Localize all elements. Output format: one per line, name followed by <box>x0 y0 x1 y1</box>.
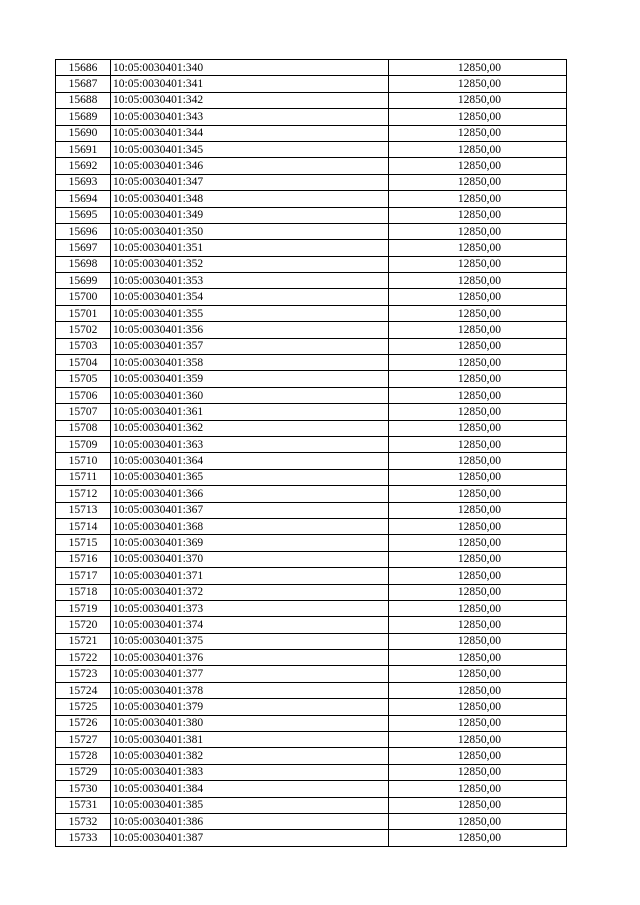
table-row <box>56 305 567 321</box>
row-number-cell: 15706 <box>56 387 111 403</box>
cadastral-number-cell: 10:05:0030401:375 <box>111 633 389 649</box>
amount-cell: 12850,00 <box>389 191 567 207</box>
row-number-cell: 15723 <box>56 666 111 682</box>
cadastral-number-cell: 10:05:0030401:355 <box>111 305 389 321</box>
table-row <box>56 404 567 420</box>
table-row <box>56 420 567 436</box>
table-row <box>56 125 567 141</box>
cadastral-number-cell: 10:05:0030401:363 <box>111 436 389 452</box>
table-row <box>56 568 567 584</box>
cadastral-number-cell: 10:05:0030401:370 <box>111 551 389 567</box>
row-number-cell: 15687 <box>56 76 111 92</box>
row-number-cell: 15727 <box>56 732 111 748</box>
amount-cell: 12850,00 <box>389 813 567 829</box>
amount-cell: 12850,00 <box>389 420 567 436</box>
table-row <box>56 764 567 780</box>
cadastral-number-cell: 10:05:0030401:372 <box>111 584 389 600</box>
amount-cell: 12850,00 <box>389 699 567 715</box>
cadastral-number-cell: 10:05:0030401:360 <box>111 387 389 403</box>
cadastral-number-cell: 10:05:0030401:364 <box>111 453 389 469</box>
row-number-cell: 15715 <box>56 535 111 551</box>
table-row <box>56 617 567 633</box>
table-row <box>56 76 567 92</box>
row-number-cell: 15695 <box>56 207 111 223</box>
row-number-cell: 15705 <box>56 371 111 387</box>
amount-cell: 12850,00 <box>389 764 567 780</box>
amount-cell: 12850,00 <box>389 125 567 141</box>
amount-cell: 12850,00 <box>389 502 567 518</box>
amount-cell: 12850,00 <box>389 322 567 338</box>
amount-cell: 12850,00 <box>389 682 567 698</box>
row-number-cell: 15696 <box>56 223 111 239</box>
cadastral-number-cell: 10:05:0030401:344 <box>111 125 389 141</box>
cadastral-number-cell: 10:05:0030401:341 <box>111 76 389 92</box>
row-number-cell: 15725 <box>56 699 111 715</box>
table-row <box>56 109 567 125</box>
cadastral-number-cell: 10:05:0030401:348 <box>111 191 389 207</box>
table-row <box>56 518 567 534</box>
amount-cell: 12850,00 <box>389 551 567 567</box>
cadastral-number-cell: 10:05:0030401:366 <box>111 486 389 502</box>
cadastral-number-cell: 10:05:0030401:382 <box>111 748 389 764</box>
amount-cell: 12850,00 <box>389 748 567 764</box>
amount-cell: 12850,00 <box>389 650 567 666</box>
table-row <box>56 158 567 174</box>
row-number-cell: 15701 <box>56 305 111 321</box>
row-number-cell: 15717 <box>56 568 111 584</box>
amount-cell: 12850,00 <box>389 92 567 108</box>
cadastral-number-cell: 10:05:0030401:361 <box>111 404 389 420</box>
amount-cell: 12850,00 <box>389 797 567 813</box>
amount-cell: 12850,00 <box>389 453 567 469</box>
amount-cell: 12850,00 <box>389 158 567 174</box>
table-row <box>56 191 567 207</box>
row-number-cell: 15702 <box>56 322 111 338</box>
table-row <box>56 551 567 567</box>
cadastral-number-cell: 10:05:0030401:385 <box>111 797 389 813</box>
row-number-cell: 15703 <box>56 338 111 354</box>
row-number-cell: 15704 <box>56 355 111 371</box>
amount-cell: 12850,00 <box>389 486 567 502</box>
row-number-cell: 15699 <box>56 273 111 289</box>
table-row <box>56 715 567 731</box>
cadastral-number-cell: 10:05:0030401:347 <box>111 174 389 190</box>
amount-cell: 12850,00 <box>389 404 567 420</box>
row-number-cell: 15692 <box>56 158 111 174</box>
row-number-cell: 15707 <box>56 404 111 420</box>
cadastral-number-cell: 10:05:0030401:340 <box>111 60 389 76</box>
row-number-cell: 15711 <box>56 469 111 485</box>
cadastral-number-cell: 10:05:0030401:357 <box>111 338 389 354</box>
amount-cell: 12850,00 <box>389 469 567 485</box>
table-row <box>56 322 567 338</box>
table-body <box>56 60 567 847</box>
cadastral-number-cell: 10:05:0030401:383 <box>111 764 389 780</box>
table-row <box>56 240 567 256</box>
cadastral-number-cell: 10:05:0030401:342 <box>111 92 389 108</box>
amount-cell: 12850,00 <box>389 256 567 272</box>
cadastral-number-cell: 10:05:0030401:349 <box>111 207 389 223</box>
cadastral-number-cell: 10:05:0030401:367 <box>111 502 389 518</box>
table-row <box>56 436 567 452</box>
cadastral-number-cell: 10:05:0030401:354 <box>111 289 389 305</box>
row-number-cell: 15730 <box>56 781 111 797</box>
table-row <box>56 60 567 76</box>
table-row <box>56 223 567 239</box>
amount-cell: 12850,00 <box>389 781 567 797</box>
cadastral-number-cell: 10:05:0030401:373 <box>111 600 389 616</box>
table-row <box>56 289 567 305</box>
cadastral-number-cell: 10:05:0030401:387 <box>111 830 389 846</box>
table-row <box>56 666 567 682</box>
table-row <box>56 207 567 223</box>
table-row <box>56 174 567 190</box>
amount-cell: 12850,00 <box>389 355 567 371</box>
cadastral-number-cell: 10:05:0030401:369 <box>111 535 389 551</box>
amount-cell: 12850,00 <box>389 240 567 256</box>
amount-cell: 12850,00 <box>389 732 567 748</box>
cadastral-number-cell: 10:05:0030401:362 <box>111 420 389 436</box>
cadastral-number-cell: 10:05:0030401:345 <box>111 141 389 157</box>
amount-cell: 12850,00 <box>389 223 567 239</box>
row-number-cell: 15689 <box>56 109 111 125</box>
row-number-cell: 15731 <box>56 797 111 813</box>
amount-cell: 12850,00 <box>389 436 567 452</box>
cadastral-number-cell: 10:05:0030401:346 <box>111 158 389 174</box>
table-row <box>56 502 567 518</box>
row-number-cell: 15713 <box>56 502 111 518</box>
table-row <box>56 273 567 289</box>
cadastral-number-cell: 10:05:0030401:365 <box>111 469 389 485</box>
amount-cell: 12850,00 <box>389 568 567 584</box>
row-number-cell: 15732 <box>56 813 111 829</box>
row-number-cell: 15698 <box>56 256 111 272</box>
table-row <box>56 813 567 829</box>
row-number-cell: 15729 <box>56 764 111 780</box>
cadastral-number-cell: 10:05:0030401:379 <box>111 699 389 715</box>
parcel-table <box>55 59 567 847</box>
cadastral-number-cell: 10:05:0030401:343 <box>111 109 389 125</box>
cadastral-number-cell: 10:05:0030401:378 <box>111 682 389 698</box>
table-row <box>56 256 567 272</box>
cadastral-number-cell: 10:05:0030401:386 <box>111 813 389 829</box>
table-row <box>56 600 567 616</box>
row-number-cell: 15716 <box>56 551 111 567</box>
cadastral-number-cell: 10:05:0030401:381 <box>111 732 389 748</box>
cadastral-number-cell: 10:05:0030401:377 <box>111 666 389 682</box>
amount-cell: 12850,00 <box>389 76 567 92</box>
amount-cell: 12850,00 <box>389 371 567 387</box>
row-number-cell: 15710 <box>56 453 111 469</box>
amount-cell: 12850,00 <box>389 715 567 731</box>
amount-cell: 12850,00 <box>389 207 567 223</box>
amount-cell: 12850,00 <box>389 584 567 600</box>
row-number-cell: 15694 <box>56 191 111 207</box>
row-number-cell: 15691 <box>56 141 111 157</box>
row-number-cell: 15719 <box>56 600 111 616</box>
cadastral-number-cell: 10:05:0030401:352 <box>111 256 389 272</box>
cadastral-number-cell: 10:05:0030401:358 <box>111 355 389 371</box>
table-row <box>56 371 567 387</box>
row-number-cell: 15712 <box>56 486 111 502</box>
amount-cell: 12850,00 <box>389 600 567 616</box>
table-row <box>56 682 567 698</box>
amount-cell: 12850,00 <box>389 60 567 76</box>
amount-cell: 12850,00 <box>389 141 567 157</box>
table-row <box>56 732 567 748</box>
table-row <box>56 781 567 797</box>
table-row <box>56 633 567 649</box>
table-row <box>56 141 567 157</box>
table-row <box>56 535 567 551</box>
amount-cell: 12850,00 <box>389 305 567 321</box>
row-number-cell: 15718 <box>56 584 111 600</box>
row-number-cell: 15728 <box>56 748 111 764</box>
table-row <box>56 650 567 666</box>
table-row <box>56 830 567 846</box>
table-row <box>56 387 567 403</box>
table-row <box>56 748 567 764</box>
table-row <box>56 486 567 502</box>
row-number-cell: 15714 <box>56 518 111 534</box>
amount-cell: 12850,00 <box>389 518 567 534</box>
row-number-cell: 15722 <box>56 650 111 666</box>
row-number-cell: 15720 <box>56 617 111 633</box>
row-number-cell: 15690 <box>56 125 111 141</box>
cadastral-number-cell: 10:05:0030401:374 <box>111 617 389 633</box>
amount-cell: 12850,00 <box>389 289 567 305</box>
table-row <box>56 338 567 354</box>
amount-cell: 12850,00 <box>389 109 567 125</box>
amount-cell: 12850,00 <box>389 666 567 682</box>
row-number-cell: 15709 <box>56 436 111 452</box>
cadastral-number-cell: 10:05:0030401:368 <box>111 518 389 534</box>
row-number-cell: 15688 <box>56 92 111 108</box>
cadastral-number-cell: 10:05:0030401:380 <box>111 715 389 731</box>
cadastral-number-cell: 10:05:0030401:353 <box>111 273 389 289</box>
cadastral-number-cell: 10:05:0030401:356 <box>111 322 389 338</box>
cadastral-number-cell: 10:05:0030401:371 <box>111 568 389 584</box>
row-number-cell: 15697 <box>56 240 111 256</box>
amount-cell: 12850,00 <box>389 273 567 289</box>
amount-cell: 12850,00 <box>389 633 567 649</box>
amount-cell: 12850,00 <box>389 535 567 551</box>
table-row <box>56 355 567 371</box>
table-row <box>56 469 567 485</box>
row-number-cell: 15724 <box>56 682 111 698</box>
cadastral-number-cell: 10:05:0030401:384 <box>111 781 389 797</box>
amount-cell: 12850,00 <box>389 174 567 190</box>
row-number-cell: 15708 <box>56 420 111 436</box>
row-number-cell: 15700 <box>56 289 111 305</box>
row-number-cell: 15733 <box>56 830 111 846</box>
table-row <box>56 584 567 600</box>
amount-cell: 12850,00 <box>389 387 567 403</box>
row-number-cell: 15686 <box>56 60 111 76</box>
row-number-cell: 15693 <box>56 174 111 190</box>
row-number-cell: 15721 <box>56 633 111 649</box>
cadastral-number-cell: 10:05:0030401:351 <box>111 240 389 256</box>
table-row <box>56 797 567 813</box>
cadastral-number-cell: 10:05:0030401:359 <box>111 371 389 387</box>
cadastral-number-cell: 10:05:0030401:376 <box>111 650 389 666</box>
amount-cell: 12850,00 <box>389 617 567 633</box>
amount-cell: 12850,00 <box>389 830 567 846</box>
cadastral-number-cell: 10:05:0030401:350 <box>111 223 389 239</box>
table-row <box>56 453 567 469</box>
table-row <box>56 699 567 715</box>
amount-cell: 12850,00 <box>389 338 567 354</box>
row-number-cell: 15726 <box>56 715 111 731</box>
table-row <box>56 92 567 108</box>
